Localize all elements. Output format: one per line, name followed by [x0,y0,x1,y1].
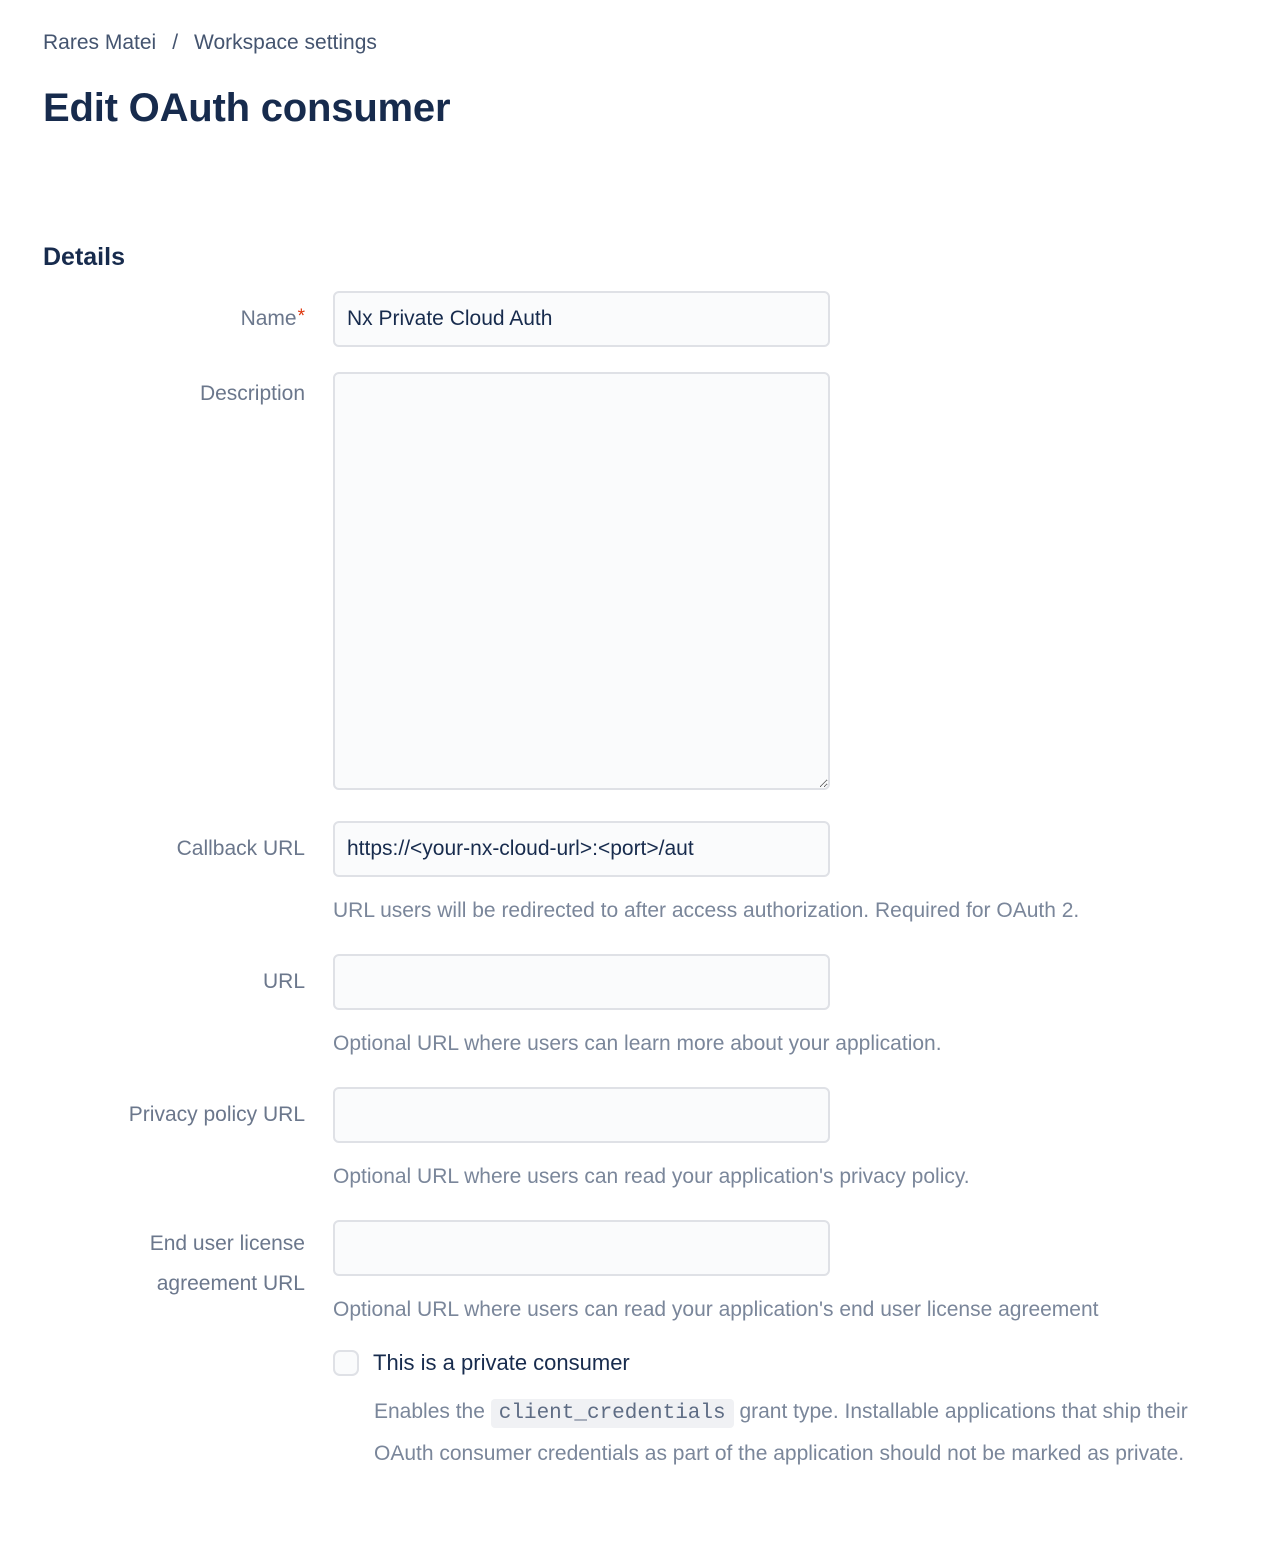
url-label: URL [262,970,305,993]
url-row [43,954,1235,1058]
private-consumer-help-suffix: grant type. Installable applications that ship their OAuth consumer credentials as part of the application should not be marked as private. [374,1400,1188,1465]
private-consumer-label-spacer [43,1348,305,1474]
breadcrumb-workspace-link[interactable]: Rares Matei [43,31,157,54]
name-required-asterisk: * [297,306,305,327]
privacy-policy-url-help: Optional URL where users can read your application's privacy policy. [333,1165,970,1188]
private-consumer-row [43,1348,1235,1474]
breadcrumb [43,30,1235,56]
url-help: Optional URL where users can learn more about your application. [333,1032,942,1055]
description-textarea[interactable] [333,372,830,790]
private-consumer-checkbox-line [333,1348,1235,1378]
name-row [43,291,1235,347]
description-field [333,372,1235,790]
private-consumer-field [333,1348,1235,1474]
eula-url-label [43,1220,305,1324]
description-label: Description [199,382,305,405]
callback-url-help: URL users will be redirected to after access authorization. Required for OAuth 2. [333,899,1080,922]
privacy-policy-url-input[interactable] [333,1087,830,1143]
eula-url-help: Optional URL where users can read your application's end user license agreement [333,1298,1099,1321]
breadcrumb-separator: / [172,31,179,54]
eula-url-label-line-1: End user license [149,1232,305,1255]
callback-url-input[interactable] [333,821,830,877]
private-consumer-help [374,1392,1214,1474]
private-consumer-label[interactable]: This is a private consumer [373,1350,630,1375]
details-section-heading: Details [43,243,125,271]
private-consumer-checkbox[interactable] [333,1350,359,1376]
privacy-policy-url-label: Privacy policy URL [128,1103,305,1126]
page-title: Edit OAuth consumer [43,86,451,130]
client-credentials-code: client_credentials [491,1399,734,1428]
eula-url-label-line-2: agreement URL [156,1272,305,1295]
breadcrumb-workspace-settings-link[interactable]: Workspace settings [194,31,377,54]
oauth-consumer-form [43,291,1235,1474]
description-row [43,372,1235,790]
privacy-policy-url-field [333,1087,1235,1191]
name-input[interactable] [333,291,830,347]
callback-url-field [333,821,1235,925]
name-field [333,291,1235,347]
private-consumer-help-prefix: Enables the [374,1400,491,1423]
url-input[interactable] [333,954,830,1010]
eula-url-row [43,1220,1235,1324]
name-label [43,291,305,347]
callback-url-row [43,821,1235,925]
eula-url-input[interactable] [333,1220,830,1276]
name-label-text: Name [240,307,297,330]
callback-url-label: Callback URL [176,837,305,860]
privacy-policy-url-row [43,1087,1235,1191]
eula-url-field [333,1220,1235,1324]
url-field [333,954,1235,1058]
